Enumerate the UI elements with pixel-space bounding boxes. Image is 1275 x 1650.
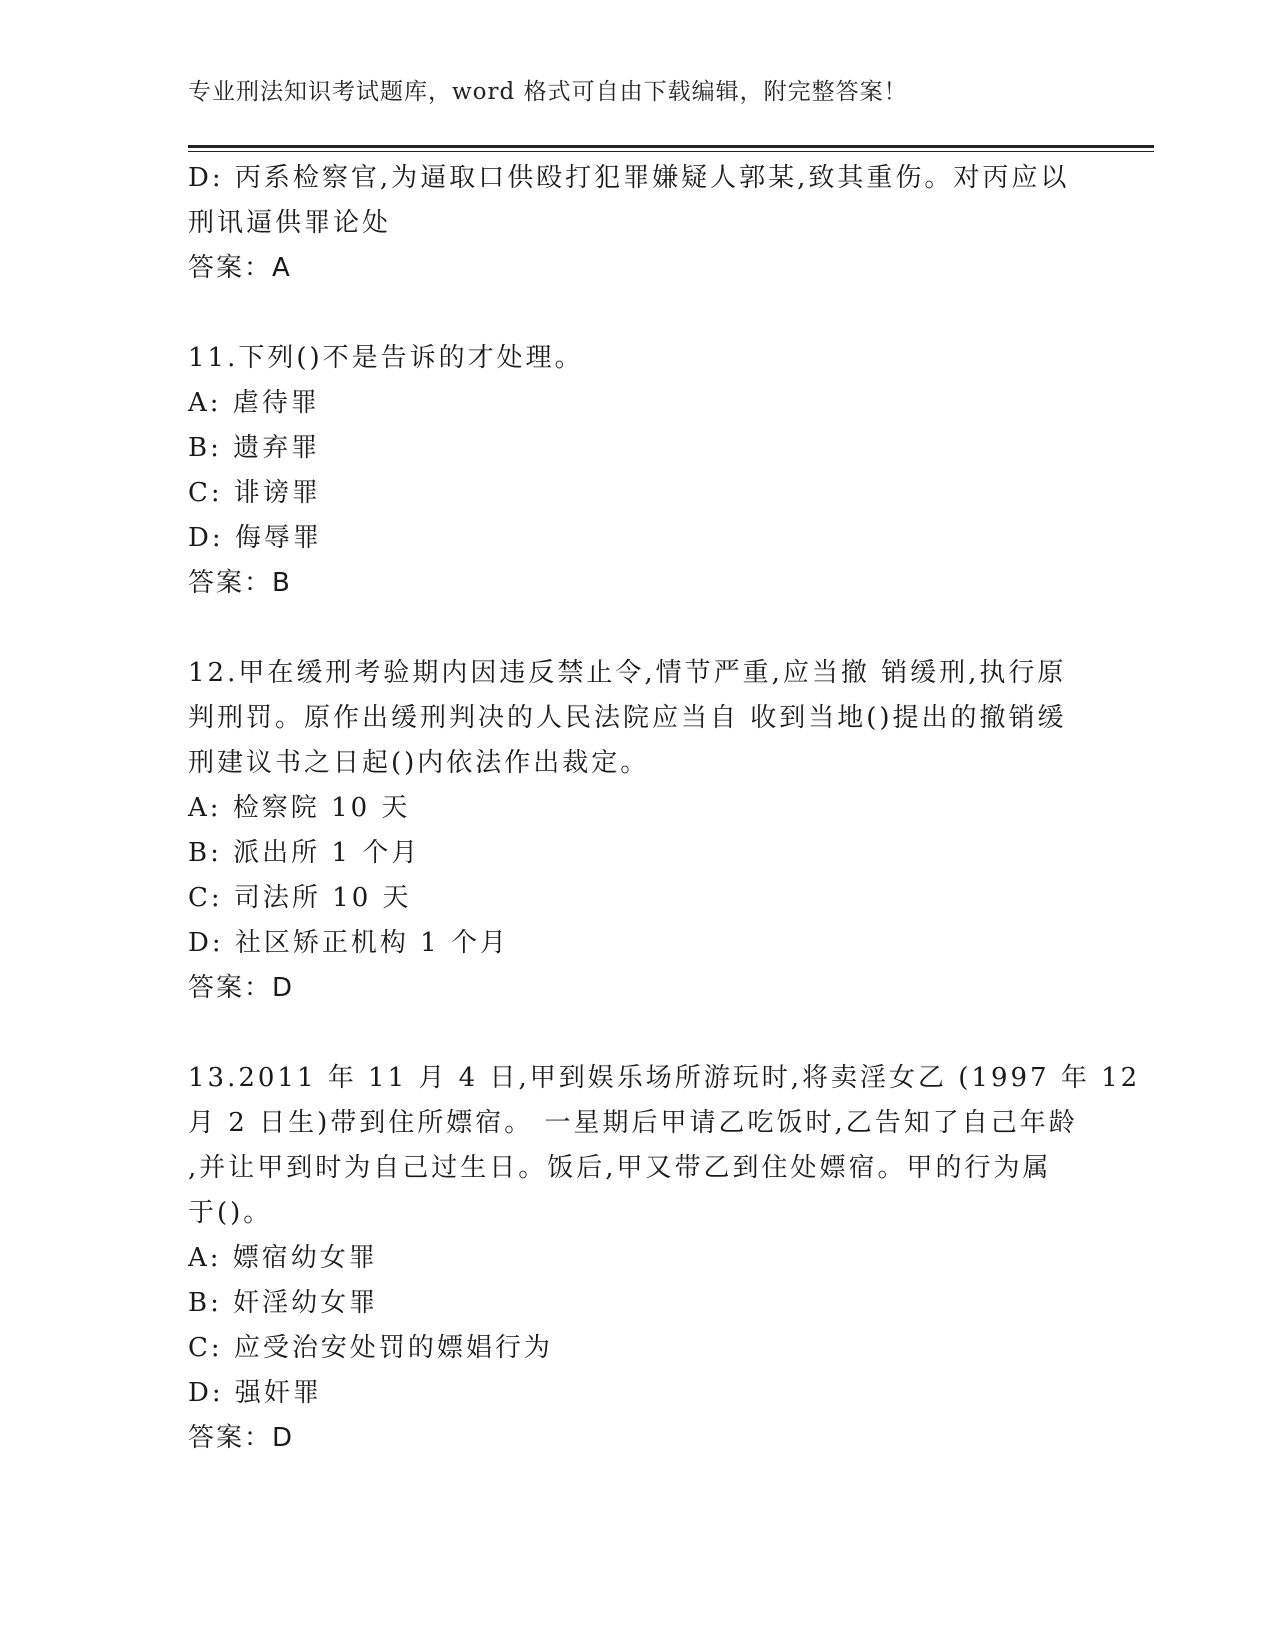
question-stem: 12.甲在缓刑考验期内因违反禁止令,情节严重,应当撤 销缓刑,执行原 <box>188 658 1067 688</box>
option-a: A: 虐待罪 <box>188 388 320 418</box>
block-gap <box>188 1011 1088 1056</box>
option-line: D: 丙系检察官,为逼取口供殴打犯罪嫌疑人郭某,致其重伤。对丙应以 <box>188 163 1070 193</box>
block-gap <box>188 291 1088 336</box>
option-c: C: 应受治安处罚的嫖娼行为 <box>188 1333 553 1363</box>
option-c: C: 司法所 10 天 <box>188 883 412 913</box>
option-d: D: 社区矫正机构 1 个月 <box>188 928 509 958</box>
question-stem: 13.2011 年 11 月 4 日,甲到娱乐场所游玩时,将卖淫女乙 (1997 年 12 <box>188 1063 1141 1093</box>
block-gap <box>188 606 1088 651</box>
option-b: B: 奸淫幼女罪 <box>188 1288 379 1318</box>
question-block-12 <box>188 651 1088 1011</box>
question-stem: 于()。 <box>188 1198 273 1228</box>
question-stem: 月 2 日生)带到住所嫖宿。 一星期后甲请乙吃饭时,乙告知了自己年龄 <box>188 1108 1078 1138</box>
option-c: C: 诽谤罪 <box>188 478 321 508</box>
option-b: B: 遗弃罪 <box>188 433 321 463</box>
question-block-13 <box>188 1056 1141 1461</box>
option-b: B: 派出所 1 个月 <box>188 838 421 868</box>
answer-line: 答案：A <box>188 253 292 283</box>
answer-line: 答案：D <box>188 973 295 1003</box>
question-stem: ,并让甲到时为自己过生日。饭后,甲又带乙到住处嫖宿。甲的行为属 <box>188 1153 1052 1183</box>
question-stem: 11.下列()不是告诉的才处理。 <box>188 343 584 373</box>
option-a: A: 嫖宿幼女罪 <box>188 1243 378 1273</box>
question-stem: 刑建议书之日起()内依法作出裁定。 <box>188 748 650 778</box>
question-stem: 判刑罚。原作出缓刑判决的人民法院应当自 收到当地()提出的撤销缓 <box>188 703 1067 733</box>
option-a: A: 检察院 10 天 <box>188 793 411 823</box>
answer-line: 答案：B <box>188 568 292 598</box>
question-block-10-tail <box>188 156 1088 291</box>
header-rule-thin <box>188 151 1154 152</box>
question-content <box>188 156 1141 1461</box>
option-line: 刑讯逼供罪论处 <box>188 208 392 238</box>
option-d: D: 强奸罪 <box>188 1378 322 1408</box>
question-block-11 <box>188 336 1088 606</box>
option-d: D: 侮辱罪 <box>188 523 322 553</box>
page-header: 专业刑法知识考试题库，word 格式可自由下载编辑，附完整答案！ <box>188 79 908 105</box>
header-rule-thick <box>188 145 1154 148</box>
answer-line: 答案：D <box>188 1423 295 1453</box>
